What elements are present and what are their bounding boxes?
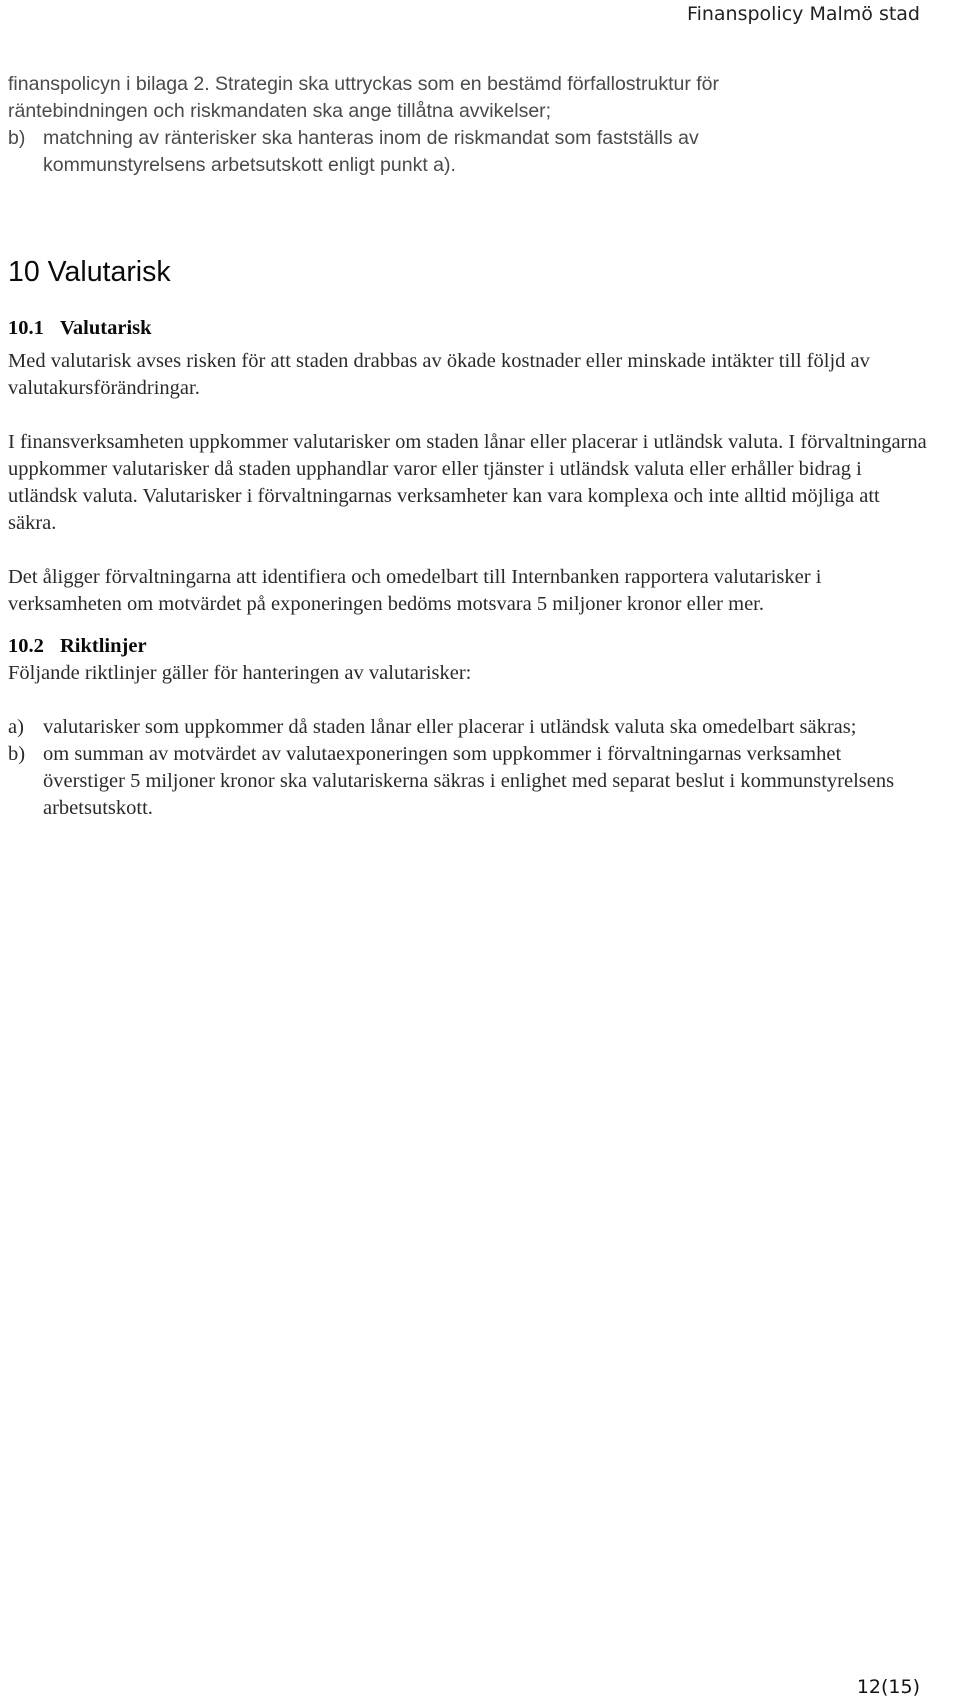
list-item-text: om summan av motvärdet av valutaexponeringen som uppkommer i förvaltningarnas verksamhet överstiger 5 miljoner kronor ska valutariskerna säkras i enlighet med separat beslut i kommunstyrelsens arbetsutskott. [43,743,895,819]
paragraph: Med valutarisk avses risken för att staden drabbas av ökade kostnader eller minskade intäkter till följd av valutakursförändringar. [8,350,870,399]
section-title: Riktlinjer [60,635,147,657]
item-b-line-2: kommunstyrelsens arbetsutskott enligt punkt a). [43,154,456,176]
continuation-line-1: finanspolicyn i bilaga 2. Strategin ska uttryckas som en bestämd förfallostruktur för [8,73,719,95]
continuation-line-2: räntebindningen och riskmandaten ska ange tillåtna avvikelser; [8,100,552,122]
item-b-line-1: matchning av ränterisker ska hanteras inom de riskmandat som fastställs av [43,127,699,149]
section-heading-10-1 [8,315,928,342]
list-item-b [8,125,918,179]
paragraph: I finansverksamheten uppkommer valutarisker om staden lånar eller placerar i utländsk valuta. I förvaltningarna uppkommer valutarisker då staden upphandlar varor eller tjänster i utländsk valuta eller erhåller bidrag i utländsk valuta. Valutarisker i förvaltningarnas verksamheter kan vara komplexa och inte alltid möjliga att säkra. [8,431,927,534]
chapter-heading [8,254,171,290]
list-marker: a) [8,716,24,738]
chapter-title: Valutarisk [47,256,171,288]
chapter-body [8,315,928,822]
chapter-number: 10 [8,256,40,288]
list-marker: b) [8,743,26,765]
guideline-item-a [8,714,928,741]
section-heading-10-2 [8,633,928,660]
document-title: Finanspolicy Malmö stad [687,3,920,25]
list-item-text [43,125,918,179]
section-number: 10.2 [8,635,44,657]
list-item-text: valutarisker som uppkommer då staden lånar eller placerar i utländsk valuta ska omedelbart säkras; [43,716,857,738]
guideline-item-b [8,741,928,822]
page-number: 12(15) [856,1676,920,1698]
paragraph: Följande riktlinjer gäller för hanteringen av valutarisker: [8,662,472,684]
list-marker: b) [8,127,26,149]
section-number: 10.1 [8,317,44,339]
intro-continuation [8,71,918,179]
section-title: Valutarisk [60,317,152,339]
paragraph: Det åligger förvaltningarna att identifiera och omedelbart till Internbanken rapportera valutarisker i verksamheten om motvärdet på exponeringen bedöms motsvara 5 miljoner kronor eller mer. [8,566,822,615]
